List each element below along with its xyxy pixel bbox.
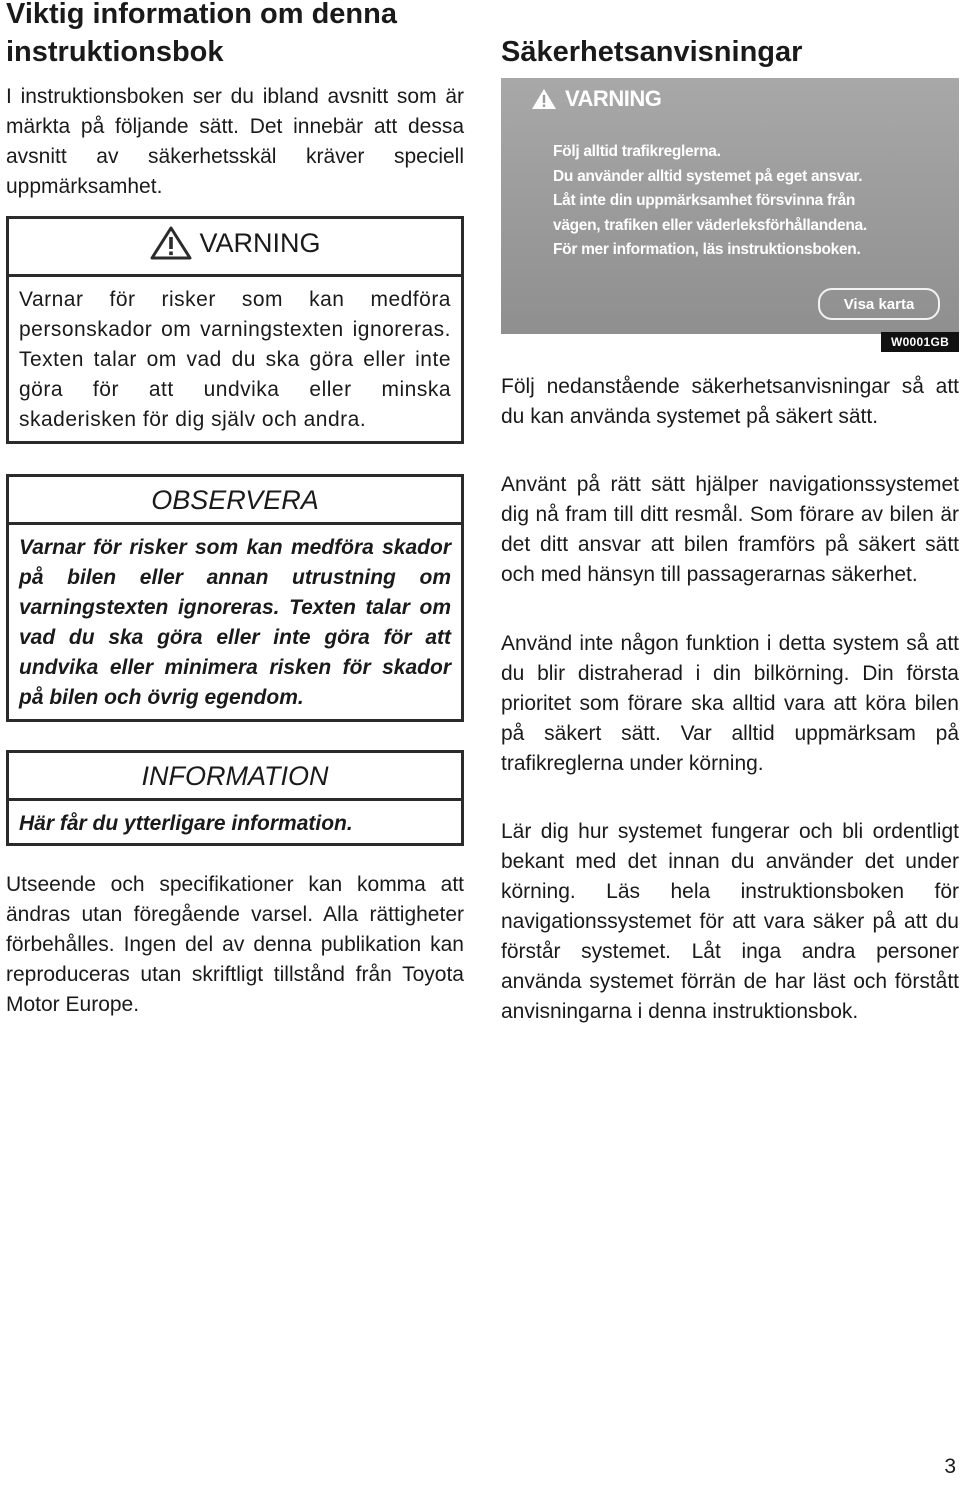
safety-paragraph: Använd inte någon funktion i detta system så att du blir distraherad i din bilkörning. Din första prioritet som förare ska alltid vara att köra bilen på säkert sätt. Var alltid uppmärksam på trafikreglerna under körning. — [501, 632, 959, 775]
information-box-title: INFORMATION — [9, 753, 461, 801]
information-box-body: Här får du ytterligare information. — [19, 812, 353, 835]
observera-box-title: OBSERVERA — [9, 477, 461, 525]
warning-screen-image — [501, 78, 959, 334]
screen-warning-icon — [531, 88, 557, 110]
screen-text — [553, 140, 867, 263]
screen-line: vägen, trafiken eller väderleksförhållandena. — [553, 216, 867, 234]
warning-box-title — [9, 219, 461, 277]
screen-heading — [531, 86, 661, 112]
observera-box — [6, 474, 464, 722]
information-box — [6, 750, 464, 846]
screen-heading-text: VARNING — [565, 86, 662, 111]
page-title: Viktig information om denna instruktionsbok — [6, 0, 397, 68]
observera-box-body: Varnar för risker som kan medföra skador på bilen eller annan utrustning om varningstexten ignoreras. Texten talar om vad du ska göra eller inte göra för att undvika eller minimera risken för skador på bilen och övrig egendom. — [19, 536, 451, 709]
safety-paragraph: Följ nedanstående säkerhetsanvisningar så att du kan använda systemet på säkert sätt. — [501, 375, 959, 428]
screen-line: Följ alltid trafikreglerna. — [553, 143, 721, 160]
warning-triangle-icon — [149, 225, 193, 261]
show-map-button[interactable]: Visa karta — [818, 288, 940, 320]
legal-note: Utseende och specifikationer kan komma att ändras utan föregående varsel. Alla rättigheter förbehålles. Ingen del av denna publikation kan reproduceras utan skriftligt tillstånd från Toyota Motor Europe. — [6, 873, 464, 1016]
section-title: Säkerhetsanvisningar — [501, 36, 803, 68]
image-code-label: W0001GB — [881, 332, 959, 352]
intro-paragraph: I instruktionsboken ser du ibland avsnitt som är märkta på följande sätt. Det innebär att dessa avsnitt av säkerhetsskäl kräver speciell uppmärksamhet. — [6, 85, 464, 198]
screen-line: Du använder alltid systemet på eget ansvar. — [553, 167, 863, 185]
page-number: 3 — [944, 1455, 956, 1478]
screen-line: För mer information, läs instruktionsboken. — [553, 241, 861, 258]
safety-paragraph: Lär dig hur systemet fungerar och bli ordentligt bekant med det innan du använder det under körning. Läs hela instruktionsboken för navigationssystemet för att vara säker på att du förstår systemet. Låt inga andra personer använda systemet förrän de har läst och förstått anvisningarna i denna instruktionsbok. — [501, 820, 959, 1023]
screen-line: Låt inte din uppmärksamhet försvinna från — [553, 192, 856, 209]
warning-box-body: Varnar för risker som kan medföra personskador om varningstexten ignoreras. Texten talar om vad du ska göra eller inte göra för att undvika eller minska skaderisken för dig själv och andra. — [19, 288, 451, 431]
safety-paragraph: Använt på rätt sätt hjälper navigationssystemet dig nå fram till ditt resmål. Som förare av bilen är det ditt ansvar att bilen framförs på säkert sätt och med hänsyn till passagerarnas säkerhet. — [501, 473, 959, 586]
warning-title-text: VARNING — [199, 228, 321, 258]
warning-box — [6, 216, 464, 444]
